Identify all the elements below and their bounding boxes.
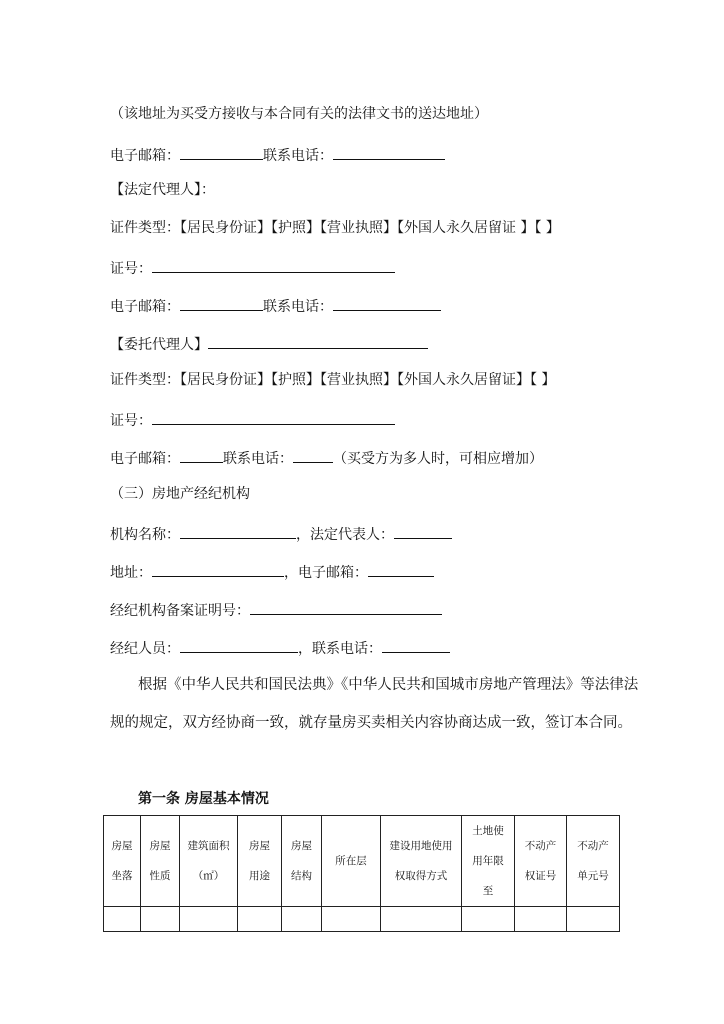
id-number-label: 证号： xyxy=(110,261,152,277)
email-phone-row-3 xyxy=(110,447,543,468)
legal-representative-label: 【法定代理人】： xyxy=(110,182,215,198)
email-label: 电子邮箱： xyxy=(110,148,180,164)
table-cell[interactable] xyxy=(381,907,462,932)
house-info-table xyxy=(103,815,620,932)
col-header-unit-no: 不动产 单元号 xyxy=(567,816,620,907)
article-1-heading: 第一条 房屋基本情况 xyxy=(138,791,269,807)
table-cell[interactable] xyxy=(282,907,322,932)
phone-label: 联系电话： xyxy=(223,451,293,467)
org-name-blank[interactable] xyxy=(180,523,296,539)
table-cell[interactable] xyxy=(462,907,515,932)
entrusted-agent-label: 【委托代理人】 xyxy=(110,337,208,353)
phone-label: 联系电话： xyxy=(263,148,333,164)
table-cell[interactable] xyxy=(567,907,620,932)
id-type-label: 证件类型： xyxy=(110,372,180,388)
id-number-blank[interactable] xyxy=(152,409,395,425)
email-blank[interactable] xyxy=(368,561,434,577)
id-number-label: 证号： xyxy=(110,413,152,429)
record-number-label: 经纪机构备案证明号： xyxy=(110,603,250,619)
col-header-floor: 所在层 xyxy=(322,816,381,907)
id-number-row-2 xyxy=(110,409,395,430)
id-type-options: 【居民身份证】【护照】【营业执照】【外国人永久居留证 】【 】 xyxy=(180,220,560,236)
phone-label: 联系电话： xyxy=(263,299,333,315)
id-number-blank[interactable] xyxy=(152,257,395,273)
id-type-row-2 xyxy=(110,371,555,389)
email-label: ，电子邮箱： xyxy=(284,565,368,581)
col-header-structure: 房屋 结构 xyxy=(282,816,322,907)
phone-blank[interactable] xyxy=(333,144,445,160)
phone-blank[interactable] xyxy=(333,295,441,311)
col-header-usage: 房屋 用途 xyxy=(238,816,282,907)
phone-label: ，联系电话： xyxy=(298,641,382,657)
table-cell[interactable] xyxy=(180,907,238,932)
col-header-floor-area: 建筑面积 （㎡） xyxy=(180,816,238,907)
email-phone-row-2 xyxy=(110,295,441,316)
phone-blank[interactable] xyxy=(293,447,333,463)
table-cell[interactable] xyxy=(515,907,567,932)
table-cell[interactable] xyxy=(238,907,282,932)
id-type-label: 证件类型： xyxy=(110,220,180,236)
table-header-row xyxy=(104,816,620,907)
phone-blank[interactable] xyxy=(382,637,450,653)
broker-row xyxy=(110,637,450,658)
broker-label: 经纪人员： xyxy=(110,641,180,657)
table-row xyxy=(104,907,620,932)
table-cell[interactable] xyxy=(322,907,381,932)
multi-buyer-note: （买受方为多人时，可相应增加） xyxy=(333,451,543,467)
col-header-land-term: 土地使 用年限 至 xyxy=(462,816,515,907)
id-type-row-1 xyxy=(110,219,560,237)
email-phone-row-1 xyxy=(110,144,445,165)
entrusted-agent-blank[interactable] xyxy=(208,333,428,349)
col-header-certificate-no: 不动产 权证号 xyxy=(515,816,567,907)
record-number-row xyxy=(110,599,442,620)
legal-person-blank[interactable] xyxy=(394,523,452,539)
email-blank[interactable] xyxy=(180,144,263,160)
org-name-label: 机构名称： xyxy=(110,527,180,543)
col-header-land-acquisition: 建设用地使用 权取得方式 xyxy=(381,816,462,907)
col-header-location: 房屋 坐落 xyxy=(104,816,141,907)
org-name-row xyxy=(110,523,452,544)
email-blank[interactable] xyxy=(180,295,263,311)
id-number-row-1 xyxy=(110,257,395,278)
section-3-heading: （三）房地产经纪机构 xyxy=(110,486,250,502)
email-label: 电子邮箱： xyxy=(110,299,180,315)
table-cell[interactable] xyxy=(104,907,141,932)
legal-person-label: ，法定代表人： xyxy=(296,527,394,543)
entrusted-agent-row xyxy=(110,333,428,354)
id-type-options: 【居民身份证】【护照】【营业执照】【外国人永久居留证】【 】 xyxy=(180,372,556,388)
legal-basis-line-1: 根据《中华人民共和国民法典》《中华人民共和国城市房地产管理法》等法律法 xyxy=(138,677,639,693)
broker-blank[interactable] xyxy=(180,637,298,653)
email-label: 电子邮箱： xyxy=(110,451,180,467)
address-row xyxy=(110,561,434,582)
email-blank[interactable] xyxy=(180,447,223,463)
col-header-nature: 房屋 性质 xyxy=(141,816,180,907)
table-cell[interactable] xyxy=(141,907,180,932)
record-number-blank[interactable] xyxy=(250,599,442,615)
address-note: （该地址为买受方接收与本合同有关的法律文书的送达地址） xyxy=(110,106,488,122)
address-blank[interactable] xyxy=(152,561,284,577)
address-label: 地址： xyxy=(110,565,152,581)
legal-basis-line-2: 规的规定，双方经协商一致，就存量房买卖相关内容协商达成一致，签订本合同。 xyxy=(110,715,632,731)
